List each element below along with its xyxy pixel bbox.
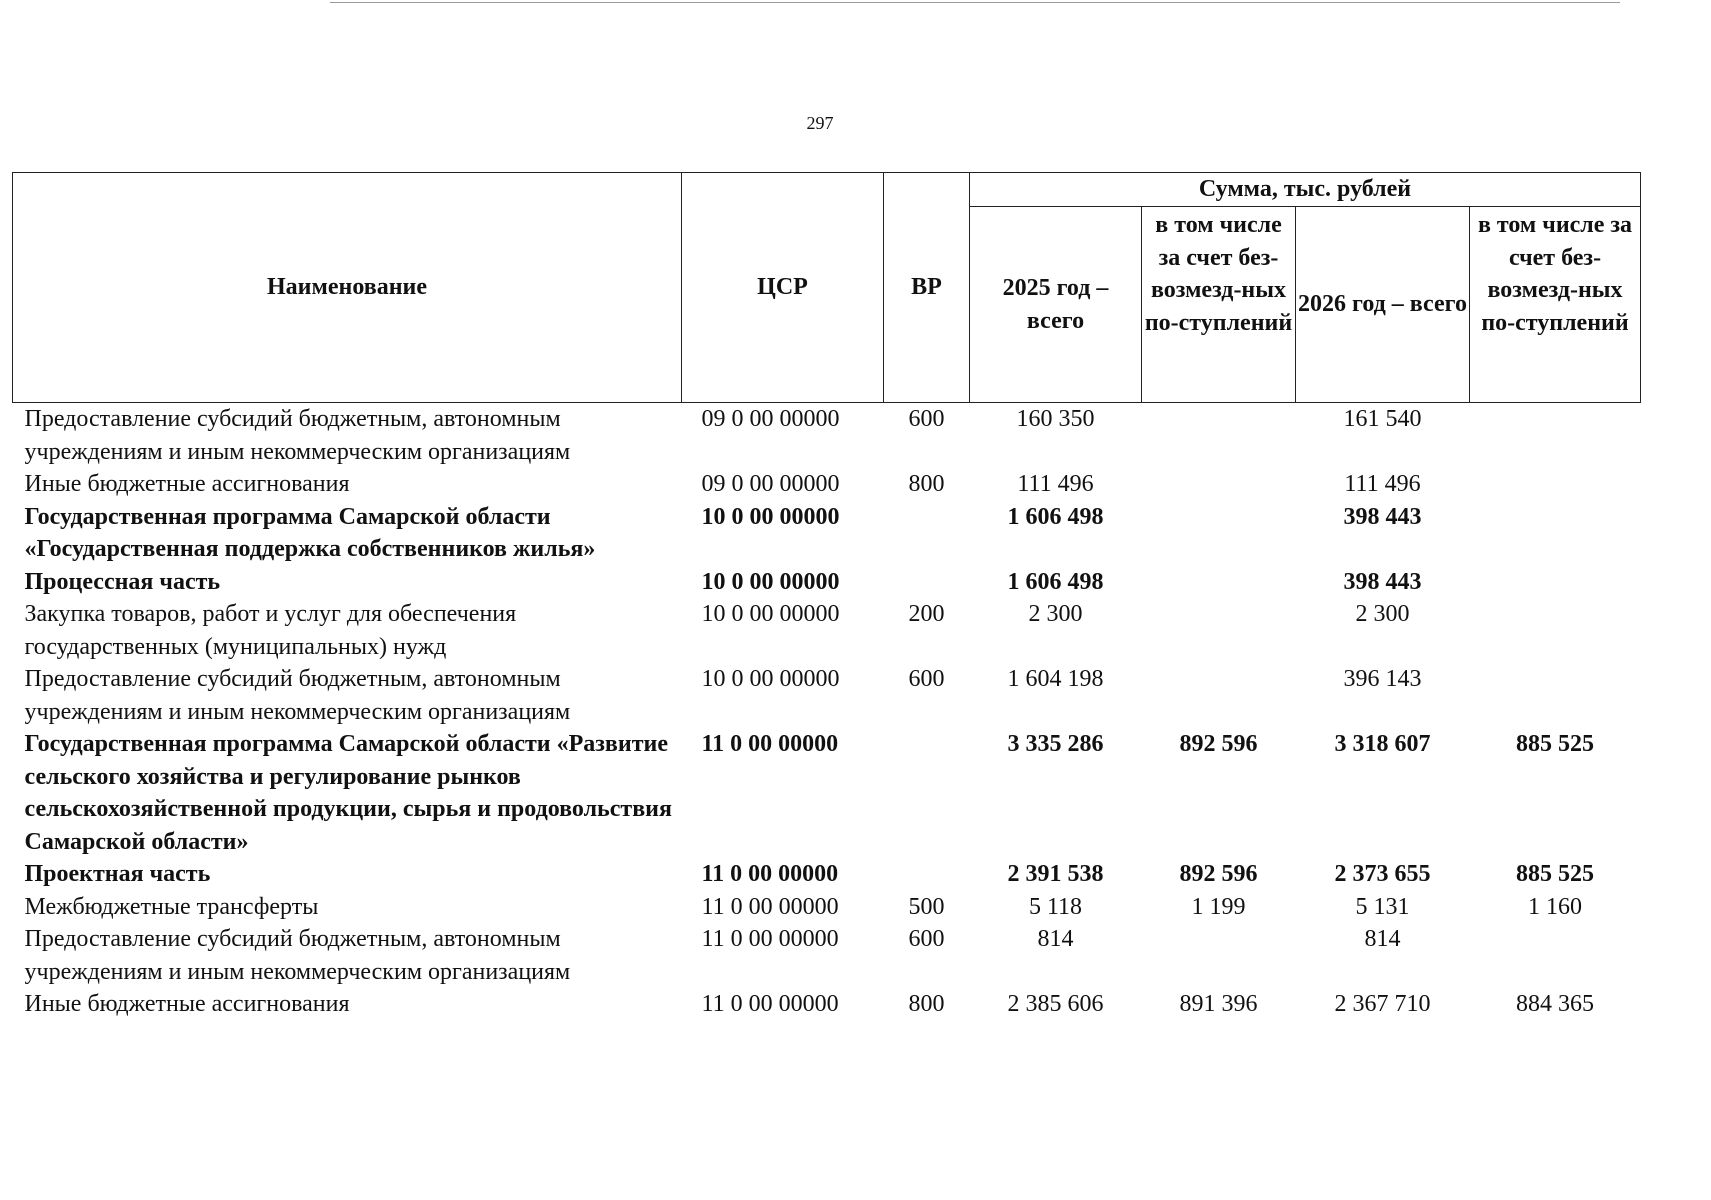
row-2025-free <box>1142 923 1296 988</box>
row-name: Государственная программа Самарской области «Развитие сельского хозяйства и регулирование рынков сельскохозяйственной продукции, сырья и продовольствия Самарской области» <box>24 731 672 855</box>
row-2025-free <box>1142 468 1296 501</box>
header-sum-group: Сумма, тыс. рублей <box>970 173 1641 207</box>
row-2025-free: 1 199 <box>1191 893 1246 920</box>
row-name: Процессная часть <box>24 568 221 595</box>
row-2025-total: 160 350 <box>1016 406 1095 432</box>
row-vr <box>884 858 970 891</box>
row-vr: 600 <box>908 406 945 432</box>
row-2026-free <box>1470 598 1641 663</box>
row-vr: 500 <box>908 893 945 920</box>
header-2025-free: в том числе за счет без-возмезд-ных по-ступлений <box>1142 207 1296 403</box>
row-2025-total: 2 385 606 <box>1007 991 1104 1017</box>
row-2026-total: 3 318 607 <box>1334 731 1431 757</box>
row-csr: 10 0 00 00000 <box>701 601 840 627</box>
top-rule <box>330 2 1620 3</box>
header-name: Наименование <box>13 173 682 403</box>
header-2025-total: 2025 год – всего <box>970 207 1142 403</box>
header-2026-total: 2026 год – всего <box>1296 207 1470 403</box>
row-2026-free <box>1470 663 1641 728</box>
row-vr: 800 <box>908 471 945 497</box>
row-csr: 11 0 00 00000 <box>701 991 839 1017</box>
row-2025-total: 2 391 538 <box>1007 861 1104 887</box>
row-2026-total: 396 143 <box>1343 666 1422 692</box>
header-vr: ВР <box>884 173 970 403</box>
row-vr <box>884 566 970 599</box>
row-2025-free: 891 396 <box>1179 991 1258 1017</box>
row-name: Предоставление субсидий бюджетным, автономным учреждениям и иным некоммерческим организациям <box>24 666 571 725</box>
row-2025-total: 1 604 198 <box>1007 666 1104 692</box>
row-name: Закупка товаров, работ и услуг для обеспечения государственных (муниципальных) нужд <box>24 601 517 660</box>
row-2026-total: 2 373 655 <box>1334 861 1431 887</box>
row-2025-total: 814 <box>1037 926 1074 952</box>
table-row <box>13 566 1641 599</box>
table-row <box>13 891 1641 924</box>
row-2026-total: 111 496 <box>1344 471 1421 497</box>
row-2026-free: 1 160 <box>1528 893 1582 920</box>
table-row <box>13 501 1641 566</box>
row-2026-total: 398 443 <box>1343 503 1422 530</box>
row-name: Проектная часть <box>24 861 211 887</box>
row-csr: 11 0 00 00000 <box>701 861 839 887</box>
row-2026-total: 161 540 <box>1343 406 1422 432</box>
row-2026-total: 398 443 <box>1343 568 1422 595</box>
row-2025-free <box>1142 598 1296 663</box>
row-2025-free: 892 596 <box>1179 731 1258 757</box>
row-2025-free <box>1142 403 1296 469</box>
row-2026-total: 2 367 710 <box>1334 991 1431 1017</box>
row-vr <box>884 501 970 566</box>
table-row <box>13 403 1641 469</box>
row-csr: 10 0 00 00000 <box>701 568 840 595</box>
table-row <box>13 728 1641 858</box>
row-2026-free: 885 525 <box>1516 861 1594 887</box>
row-csr: 11 0 00 00000 <box>701 731 839 757</box>
row-2025-total: 1 606 498 <box>1007 503 1104 530</box>
row-2026-free <box>1470 501 1641 566</box>
row-2026-total: 814 <box>1364 926 1401 952</box>
row-2025-total: 111 496 <box>1017 471 1094 497</box>
table-row <box>13 858 1641 891</box>
row-name: Государственная программа Самарской области «Государственная поддержка собственников жилья» <box>24 503 596 562</box>
row-2025-free: 892 596 <box>1179 861 1258 887</box>
row-name: Иные бюджетные ассигнования <box>24 471 350 497</box>
row-vr: 800 <box>908 991 945 1017</box>
page-number: 297 <box>806 113 834 133</box>
budget-table <box>12 172 1641 1021</box>
row-vr: 600 <box>908 666 945 692</box>
row-csr: 10 0 00 00000 <box>701 666 840 692</box>
row-2026-free <box>1470 566 1641 599</box>
row-2026-free: 884 365 <box>1516 991 1594 1017</box>
row-csr: 10 0 00 00000 <box>701 503 840 530</box>
row-csr: 09 0 00 00000 <box>701 471 840 497</box>
row-2026-total: 5 131 <box>1355 893 1410 920</box>
row-name: Межбюджетные трансферты <box>24 893 319 920</box>
row-name: Предоставление субсидий бюджетным, автономным учреждениям и иным некоммерческим организациям <box>24 406 571 465</box>
table-body <box>13 403 1641 1021</box>
header-2026-free: в том числе за счет без-возмезд-ных по-ступлений <box>1470 207 1641 403</box>
table-row <box>13 923 1641 988</box>
table-row <box>13 598 1641 663</box>
row-2026-total: 2 300 <box>1355 601 1410 627</box>
row-vr: 600 <box>908 926 945 952</box>
row-2025-free <box>1142 663 1296 728</box>
row-2026-free: 885 525 <box>1516 731 1594 757</box>
table-row <box>13 988 1641 1021</box>
row-vr <box>884 728 970 858</box>
row-name: Иные бюджетные ассигнования <box>24 991 350 1017</box>
table-row <box>13 663 1641 728</box>
row-csr: 11 0 00 00000 <box>701 926 839 952</box>
row-vr: 200 <box>908 601 945 627</box>
row-name: Предоставление субсидий бюджетным, автономным учреждениям и иным некоммерческим организациям <box>24 926 571 985</box>
row-2026-free <box>1470 403 1641 469</box>
table-row <box>13 468 1641 501</box>
row-2026-free <box>1470 923 1641 988</box>
row-2025-total: 2 300 <box>1028 601 1083 627</box>
row-csr: 11 0 00 00000 <box>701 893 839 920</box>
header-csr: ЦСР <box>682 173 884 403</box>
row-csr: 09 0 00 00000 <box>701 406 840 432</box>
table-header <box>13 173 1641 403</box>
row-2026-free <box>1470 468 1641 501</box>
row-2025-total: 1 606 498 <box>1007 568 1104 595</box>
row-2025-total: 3 335 286 <box>1007 731 1104 757</box>
row-2025-free <box>1142 501 1296 566</box>
row-2025-free <box>1142 566 1296 599</box>
row-2025-total: 5 118 <box>1028 893 1083 920</box>
